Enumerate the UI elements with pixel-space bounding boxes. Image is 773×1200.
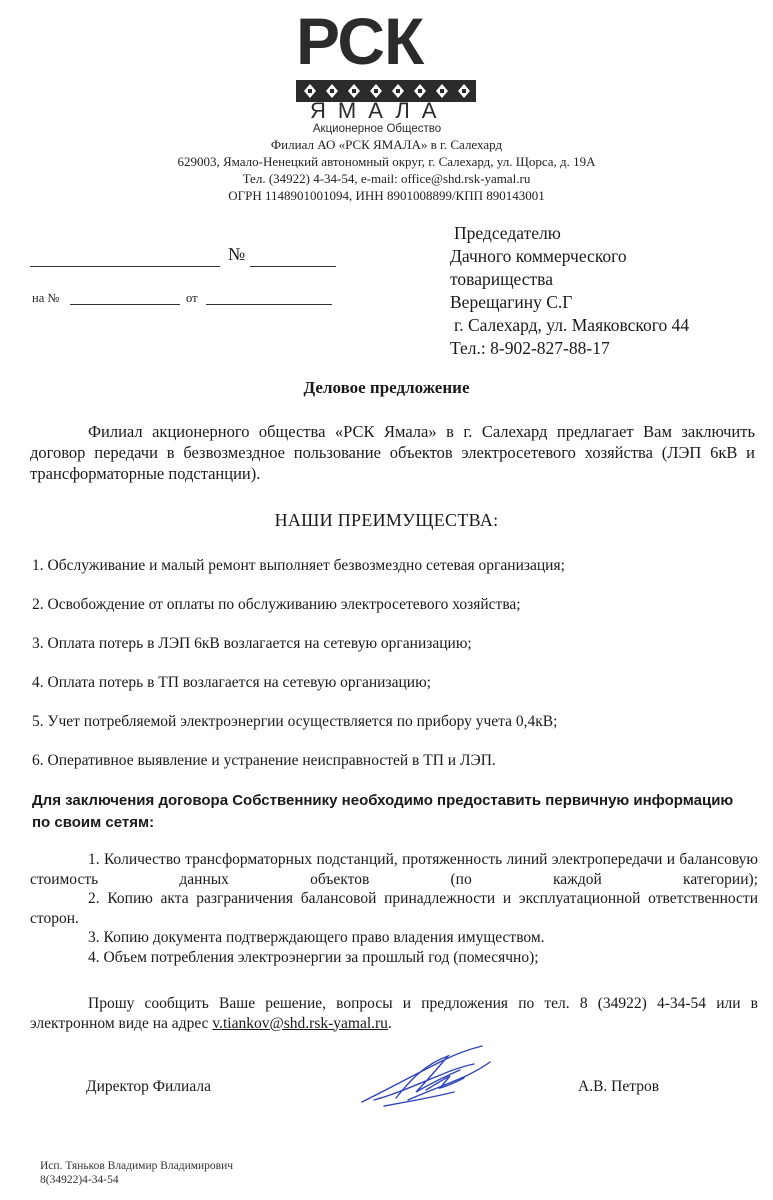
closing-end: . bbox=[387, 1014, 392, 1032]
handwritten-signature bbox=[356, 1040, 506, 1110]
logo-name: РСК bbox=[296, 4, 424, 78]
outgoing-number-line bbox=[250, 266, 336, 267]
advantage-item: 6. Оперативное выявление и устранение неисправностей в ТП и ЛЭП. bbox=[32, 752, 496, 769]
advantage-item: 4. Оплата потерь в ТП возлагается на сетевую организацию; bbox=[32, 674, 431, 691]
addressee-block bbox=[450, 222, 760, 360]
letterhead-registration: ОГРН 1148901001094, ИНН 8901008899/КПП 890143001 bbox=[228, 188, 545, 203]
requirements-list bbox=[30, 850, 758, 967]
contact-email-link[interactable]: v.tiankov@shd.rsk-yamal.ru bbox=[212, 1014, 388, 1032]
addressee-phone: Тел.: 8-902-827-88-17 bbox=[450, 338, 610, 358]
addressee-organization: Дачного коммерческого bbox=[450, 246, 627, 266]
from-label: от bbox=[186, 291, 198, 305]
requirement-item: 2. Копию акта разграничения балансовой принадлежности и эксплуатационной ответственности сторон. bbox=[30, 890, 758, 927]
executor-phone: 8(34922)4-34-54 bbox=[40, 1174, 119, 1186]
closing-paragraph bbox=[30, 994, 758, 1033]
advantage-item: 2. Освобождение от оплаты по обслуживанию электросетевого хозяйства; bbox=[32, 596, 521, 613]
executor-name: Исп. Тяньков Владимир Владимирович bbox=[40, 1160, 234, 1172]
logo-org-type: Акционерное Общество bbox=[312, 123, 442, 135]
number-sign: № bbox=[228, 244, 246, 264]
letterhead-address: 629003, Ямало-Ненецкий автономный округ, г. Салехард, ул. Щорса, д. 19А bbox=[177, 154, 596, 169]
document-title: Деловое предложение bbox=[303, 378, 470, 397]
advantage-item: 3. Оплата потерь в ЛЭП 6кВ возлагается на сетевую организацию; bbox=[32, 635, 472, 652]
advantages-title: НАШИ ПРЕИМУЩЕСТВА: bbox=[274, 510, 499, 530]
requirements-title: Для заключения договора Собственнику необходимо предоставить первичную информацию по своим сетям: bbox=[32, 792, 734, 831]
addressee-title: Председателю bbox=[454, 223, 561, 243]
signatory-name: А.В. Петров bbox=[578, 1078, 660, 1095]
in-reply-date-line bbox=[206, 304, 332, 305]
addressee-name: Верещагину С.Г bbox=[450, 292, 573, 312]
outgoing-date-line bbox=[30, 266, 220, 267]
letterhead-contacts: Тел. (34922) 4-34-54, e-mail: office@shd.rsk-yamal.ru bbox=[242, 171, 531, 186]
advantage-item: 1. Обслуживание и малый ремонт выполняет безвозмездно сетевая организация; bbox=[32, 557, 565, 574]
requirement-item: 1. Количество трансформаторных подстанций, протяженность линий электропередачи и балансовую стоимость данных объектов (по каждой категории); bbox=[30, 851, 758, 888]
in-reply-number-line bbox=[70, 304, 180, 305]
logo-region: ЯМАЛА bbox=[310, 98, 449, 123]
closing-text: Прошу сообщить Ваше решение, вопросы и предложения по тел. 8 (34922) 4-34-54 или в электронном виде на адрес bbox=[30, 995, 758, 1032]
requirement-item: 3. Копию документа подтверждающего право владения имуществом. bbox=[88, 929, 545, 946]
letterhead-branch: Филиал АО «РСК ЯМАЛА» в г. Салехард bbox=[270, 137, 503, 152]
signatory-position: Директор Филиала bbox=[86, 1078, 211, 1095]
addressee-address: г. Салехард, ул. Маяковского 44 bbox=[454, 315, 690, 335]
requirement-item: 4. Объем потребления электроэнергии за прошлый год (помесячно); bbox=[88, 948, 539, 966]
in-reply-label: на № bbox=[32, 291, 60, 305]
addressee-organization-type: товарищества bbox=[450, 269, 553, 289]
company-logo bbox=[282, 6, 492, 138]
intro-paragraph: Филиал акционерного общества «РСК Ямала» в г. Салехард предлагает Вам заключить договор передачи в безвозмездное пользование объектов электросетевого хозяйства (ЛЭП 6кВ и трансформаторные подстанции). bbox=[30, 422, 755, 483]
advantage-item: 5. Учет потребляемой электроэнергии осуществляется по прибору учета 0,4кВ; bbox=[32, 713, 558, 730]
